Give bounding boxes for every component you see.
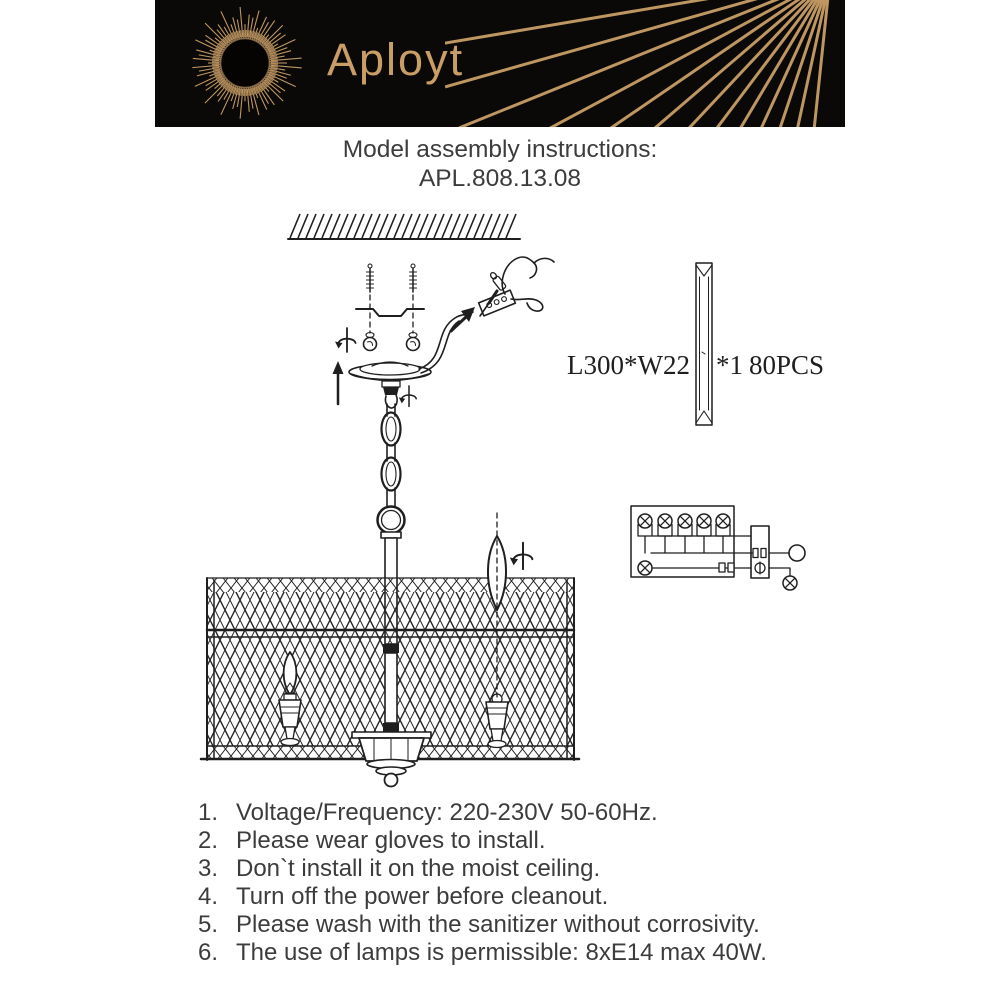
wall-anchor — [407, 333, 420, 351]
crystal-size-label: L300*W22 — [567, 350, 690, 380]
instruction-item: 6. The use of lamps is permissible: 8xE14 max 40W. — [198, 939, 767, 966]
mounting-bracket — [356, 309, 424, 316]
title-block — [0, 135, 1000, 193]
lamp-symbol — [697, 514, 711, 553]
brand-banner — [155, 0, 845, 127]
model-number: APL.808.13.08 — [418, 165, 582, 192]
turn-arrow-icon — [335, 328, 356, 352]
up-arrow-icon — [333, 361, 344, 404]
junction-symbol — [789, 545, 805, 561]
lamp-symbol — [638, 561, 652, 575]
wall-anchor — [364, 333, 377, 351]
page-title: Model assembly instructions: — [342, 136, 658, 163]
instruction-item: 5. Please wash with the sanitizer without corrosivity. — [198, 911, 760, 938]
sunburst-icon — [183, 1, 307, 125]
brand-name: Aployt — [327, 34, 465, 85]
lamp-symbol — [678, 514, 692, 553]
terminal-block — [479, 290, 516, 316]
assembly-diagram — [0, 200, 1000, 800]
rays-decoration-icon — [445, 0, 845, 127]
lamp-symbol — [638, 514, 652, 553]
lamp-symbol — [716, 514, 730, 553]
instruction-item: 2. Please wear gloves to install. — [198, 827, 546, 854]
ceiling-hatch — [288, 214, 520, 239]
turn-arrow-icon — [399, 386, 416, 406]
lamp-symbol — [783, 576, 797, 590]
crystal-pcs-label: 80PCS — [749, 350, 825, 380]
instructions-list — [198, 799, 767, 967]
mounting-hardware — [335, 264, 424, 352]
crystal-rod-part — [567, 263, 824, 425]
wiring-diagram — [631, 506, 805, 590]
instruction-item: 1. Voltage/Frequency: 220-230V 50-60Hz. — [198, 799, 658, 826]
instruction-item: 3. Don`t install it on the moist ceiling. — [198, 855, 601, 882]
lamp-symbol — [658, 514, 672, 553]
wire-connector-assembly — [419, 257, 554, 373]
instruction-item: 4. Turn off the power before cleanout. — [198, 883, 609, 910]
crystal-qty-label: *1 — [716, 350, 743, 380]
turn-arrow-icon — [510, 543, 533, 569]
